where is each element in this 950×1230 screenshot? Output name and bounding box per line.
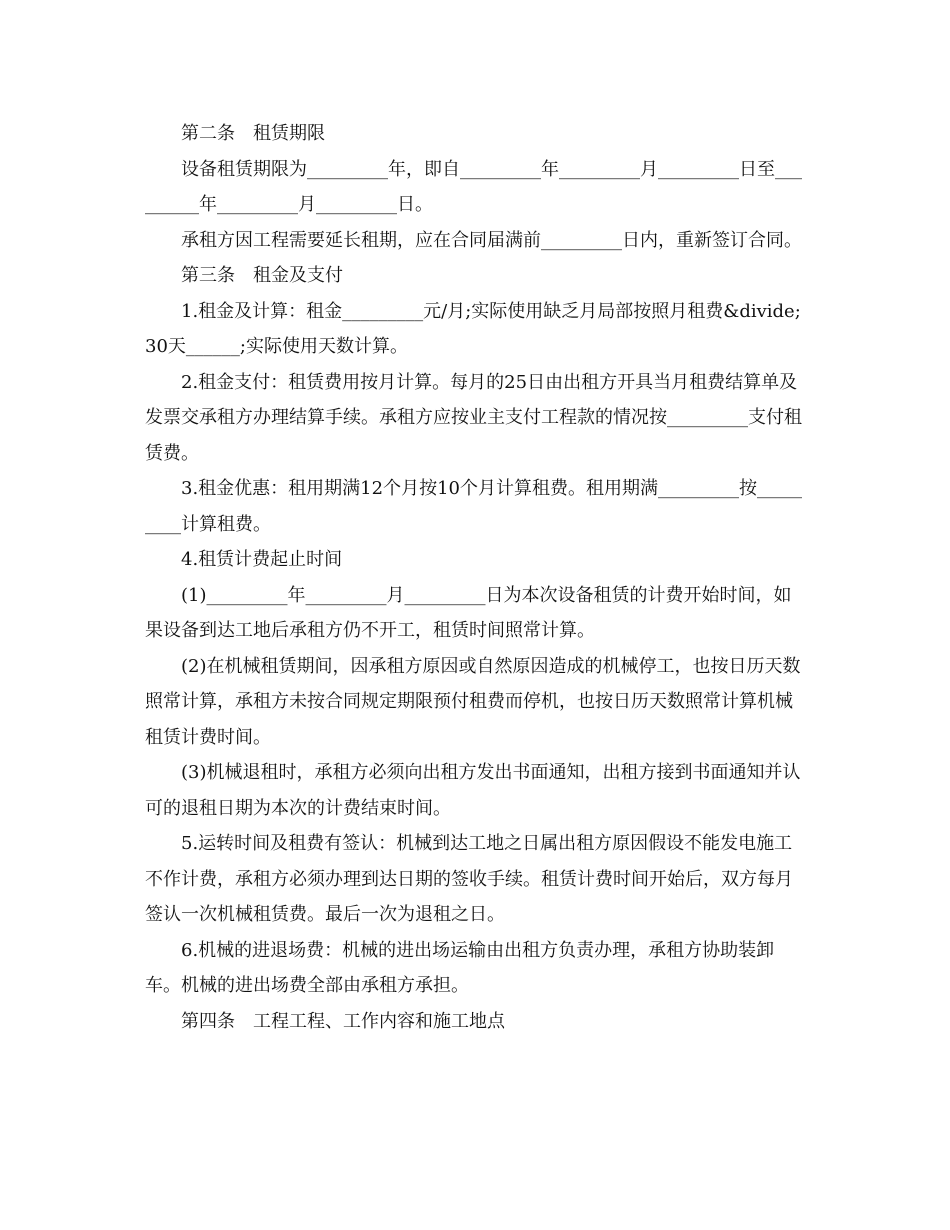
lease-extension-paragraph: 承租方因工程需要延长租期，应在合同届满前_________日内，重新签订合同。 <box>181 229 802 251</box>
billing-start-paragraph: (1)_________年_________月_________日为本次设备租赁的计费开始时间，如果设备到达工地后承租方仍不开工，租赁时间照常计算。 <box>145 584 792 641</box>
operation-signoff-paragraph: 5.运转时间及租费有签认：机械到达工地之日属出租方原因假设不能发电施工不作计费，承租方必须办理到达日期的签收手续。租赁计费时间开始后，双方每月签认一次机械租赁费。最后一次为退租之日。 <box>145 833 793 925</box>
document-body <box>145 116 805 1039</box>
return-notice-paragraph: (3)机械退租时，承租方必须向出租方发出书面通知，出租方接到书面通知并认可的退租日期为本次的计费结束时间。 <box>145 762 801 819</box>
downtime-billing-paragraph: (2)在机械租赁期间，因承租方原因或自然原因造成的机械停工，也按日历天数照常计算，承租方未按合同规定期限预付租费而停机，也按日历天数照常计算机械租赁计费时间。 <box>145 655 801 748</box>
article-4-heading: 第四条 工程工程、工作内容和施工地点 <box>181 1010 505 1032</box>
rent-calculation-paragraph: 1.租金及计算：租金_________元/月;实际使用缺乏月局部按照月租费&divide;30天______;实际使用天数计算。 <box>145 300 801 357</box>
billing-period-heading: 4.租赁计费起止时间 <box>181 549 343 570</box>
lease-term-paragraph: 设备租赁期限为_________年，即自_________年_________月_________日至_________年_________月_________日。 <box>145 158 802 215</box>
rent-payment-paragraph: 2.租金支付：租赁费用按月计算。每月的25日由出租方开具当月租费结算单及发票交承租方办理结算手续。承租方应按业主支付工程款的情况按_________支付租赁费。 <box>145 371 802 464</box>
article-3-heading: 第三条 租金及支付 <box>181 265 343 286</box>
article-2-heading: 第二条 租赁期限 <box>181 123 325 144</box>
rent-discount-paragraph: 3.租金优惠：租用期满12个月按10个月计算租费。租用期满_________按_________计算租费。 <box>145 478 802 535</box>
mobilization-fee-paragraph: 6.机械的进退场费：机械的进出场运输由出租方负责办理，承租方协助装卸车。机械的进出场费全部由承租方承担。 <box>145 939 775 996</box>
